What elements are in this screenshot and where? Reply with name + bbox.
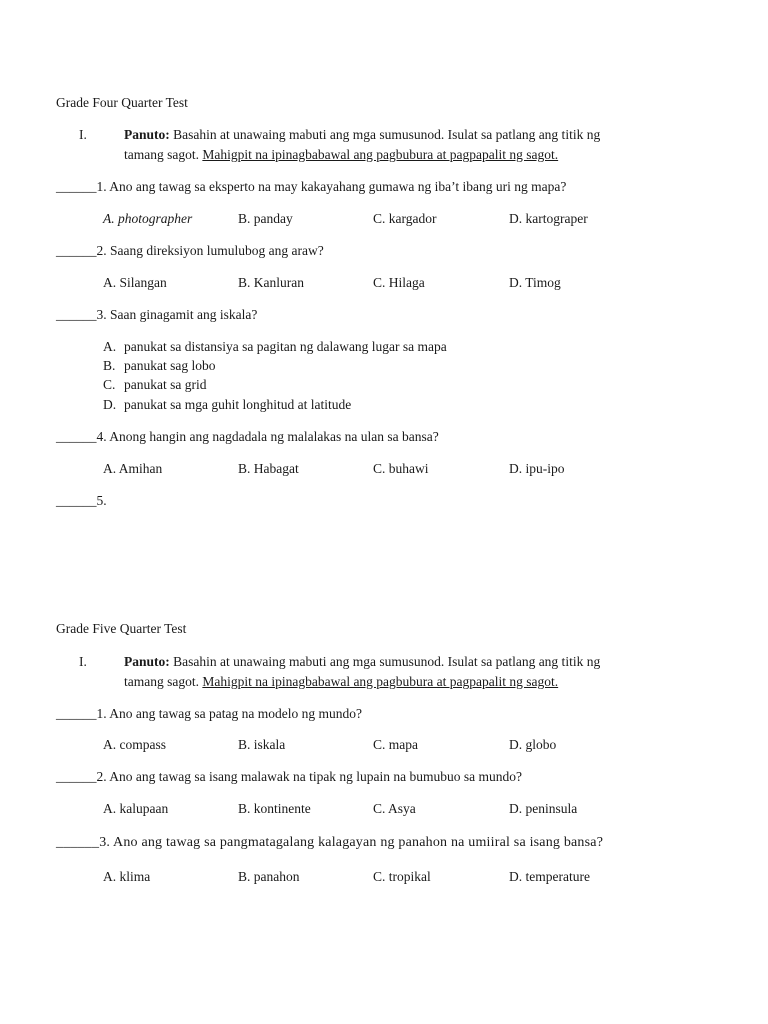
- test1-title: Grade Four Quarter Test: [56, 95, 188, 110]
- test1-instructions-line2: [124, 147, 558, 163]
- test2-q2-option-c: C. Asya: [373, 801, 416, 816]
- test1-q3-question: ______3. Saan ginagamit ang iskala?: [56, 307, 258, 322]
- test2-q3-option-b: B. panahon: [238, 869, 300, 884]
- test2-q2-option-d: D. peninsula: [509, 801, 578, 816]
- test2-q1-option-d: D. globo: [509, 737, 557, 752]
- panuto-text: Basahin at unawaing mabuti ang mga sumusunod. Isulat sa patlang ang titik ng: [169, 654, 601, 669]
- test1-q4-option-a: A. Amihan: [103, 461, 163, 476]
- test1-q4-option-b: B. Habagat: [238, 461, 299, 476]
- test1-q3-option-a-letter: A.: [103, 339, 117, 354]
- test2-q2-option-a: A. kalupaan: [103, 801, 169, 816]
- test1-q3-option-c: panukat sa grid: [124, 377, 207, 392]
- test1-q1-option-c: C. kargador: [373, 211, 437, 226]
- test2-q3-question: ______3. Ano ang tawag sa pangmatagalang kalagayan ng panahon na umiiral sa isang bansa?: [56, 835, 604, 850]
- test1-q1-question: ______1. Ano ang tawag sa eksperto na may kakayahang gumawa ng iba’t ibang uri ng mapa?: [56, 179, 567, 194]
- test1-section-number: I.: [79, 127, 87, 142]
- test1-q3-option-d-letter: D.: [103, 397, 117, 412]
- test1-q3-option-a: panukat sa distansiya sa pagitan ng dalawang lugar sa mapa: [124, 339, 447, 354]
- panuto-warning: Mahigpit na ipinagbabawal ang pagbubura at pagpapalit ng sagot.: [202, 147, 559, 162]
- test2-q1-question: ______1. Ano ang tawag sa patag na modelo ng mundo?: [56, 706, 362, 721]
- test2-title: Grade Five Quarter Test: [56, 621, 187, 636]
- test1-q2-option-c: C. Hilaga: [373, 275, 425, 290]
- test2-q2-option-b: B. kontinente: [238, 801, 311, 816]
- test2-q1-option-c: C. mapa: [373, 737, 418, 752]
- test2-instructions-line1: [124, 654, 600, 670]
- panuto-text: tamang sagot.: [124, 147, 203, 162]
- test1-q4-option-c: C. buhawi: [373, 461, 429, 476]
- test2-q1-option-b: B. iskala: [238, 737, 286, 752]
- test1-q3-option-b: panukat sag lobo: [124, 358, 216, 373]
- test1-q3-option-c-letter: C.: [103, 377, 116, 392]
- panuto-text: tamang sagot.: [124, 674, 203, 689]
- test2-q1-option-a: A. compass: [103, 737, 166, 752]
- test1-q3-option-b-letter: B.: [103, 358, 116, 373]
- test2-q2-question: ______2. Ano ang tawag sa isang malawak na tipak ng lupain na bumubuo sa mundo?: [56, 769, 523, 784]
- test1-q1-option-d: D. kartograper: [509, 211, 588, 226]
- test2-q3-option-a: A. klima: [103, 869, 151, 884]
- test1-q1-option-b: B. panday: [238, 211, 293, 226]
- panuto-label: Panuto:: [124, 654, 170, 669]
- test2-q3-option-c: C. tropikal: [373, 869, 431, 884]
- test1-q5-question: ______5.: [56, 493, 107, 508]
- test1-q2-option-b: B. Kanluran: [238, 275, 304, 290]
- test1-q4-option-d: D. ipu-ipo: [509, 461, 565, 476]
- test1-q2-option-d: D. Timog: [509, 275, 561, 290]
- test2-section-number: I.: [79, 654, 87, 669]
- test1-instructions-line1: [124, 127, 600, 143]
- panuto-warning: Mahigpit na ipinagbabawal ang pagbubura at pagpapalit ng sagot.: [202, 674, 559, 689]
- test1-q1-option-a: A. photographer: [103, 211, 193, 226]
- test2-instructions-line2: [124, 674, 558, 690]
- panuto-label: Panuto:: [124, 127, 170, 142]
- test1-q4-question: ______4. Anong hangin ang nagdadala ng malalakas na ulan sa bansa?: [56, 429, 439, 444]
- test1-q2-question: ______2. Saang direksiyon lumulubog ang araw?: [56, 243, 324, 258]
- panuto-text: Basahin at unawaing mabuti ang mga sumusunod. Isulat sa patlang ang titik ng: [169, 127, 601, 142]
- test2-q3-option-d: D. temperature: [509, 869, 590, 884]
- test1-q2-option-a: A. Silangan: [103, 275, 167, 290]
- test1-q3-option-d: panukat sa mga guhit longhitud at latitude: [124, 397, 352, 412]
